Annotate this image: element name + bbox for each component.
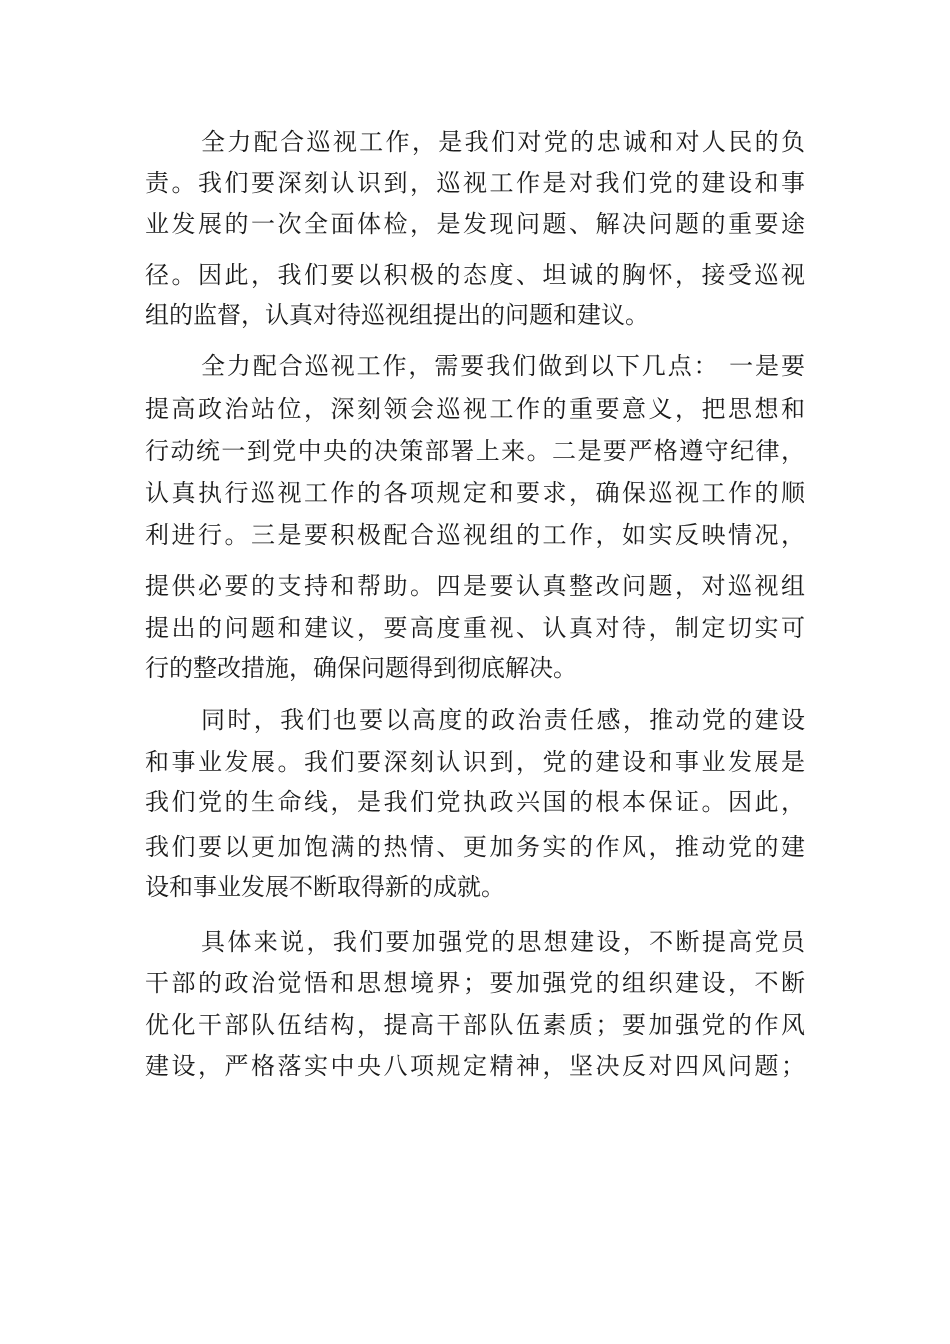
text-line: 具体来说，我们要加强党的思想建设，不断提高党员 — [201, 928, 805, 956]
text-line: 行动统一到党中央的决策部署上来。二是要严格遵守纪律， — [145, 437, 805, 465]
text-line: 径。因此，我们要以积极的态度、坦诚的胸怀，接受巡视 — [145, 261, 805, 289]
text-line: 利进行。三是要积极配合巡视组的工作，如实反映情况， — [145, 521, 805, 549]
text-line: 业发展的一次全面体检，是发现问题、解决问题的重要途 — [145, 210, 805, 238]
text-line: 建设，严格落实中央八项规定精神，坚决反对四风问题； — [145, 1052, 805, 1080]
text-line: 提高政治站位，深刻领会巡视工作的重要意义，把思想和 — [145, 395, 805, 423]
text-line: 全力配合巡视工作，需要我们做到以下几点： 一是要 — [201, 352, 805, 380]
text-line: 设和事业发展不断取得新的成就。 — [145, 873, 505, 901]
text-line: 组的监督，认真对待巡视组提出的问题和建议。 — [145, 301, 649, 329]
text-line: 提供必要的支持和帮助。四是要认真整改问题，对巡视组 — [145, 572, 805, 600]
text-line: 和事业发展。我们要深刻认识到，党的建设和事业发展是 — [145, 748, 805, 776]
text-line: 干部的政治觉悟和思想境界；要加强党的组织建设，不断 — [145, 969, 805, 997]
text-line: 我们党的生命线，是我们党执政兴国的根本保证。因此， — [145, 788, 805, 816]
text-line: 认真执行巡视工作的各项规定和要求，确保巡视工作的顺 — [145, 479, 805, 507]
text-line: 优化干部队伍结构，提高干部队伍素质；要加强党的作风 — [145, 1011, 805, 1039]
text-line: 提出的问题和建议，要高度重视、认真对待，制定切实可 — [145, 614, 805, 642]
text-line: 全力配合巡视工作，是我们对党的忠诚和对人民的负 — [201, 128, 805, 156]
text-line: 责。我们要深刻认识到，巡视工作是对我们党的建设和事 — [145, 169, 805, 197]
text-line: 我们要以更加饱满的热情、更加务实的作风，推动党的建 — [145, 833, 805, 861]
text-line: 行的整改措施，确保问题得到彻底解决。 — [145, 654, 577, 682]
text-line: 同时，我们也要以高度的政治责任感，推动党的建设 — [201, 706, 805, 734]
